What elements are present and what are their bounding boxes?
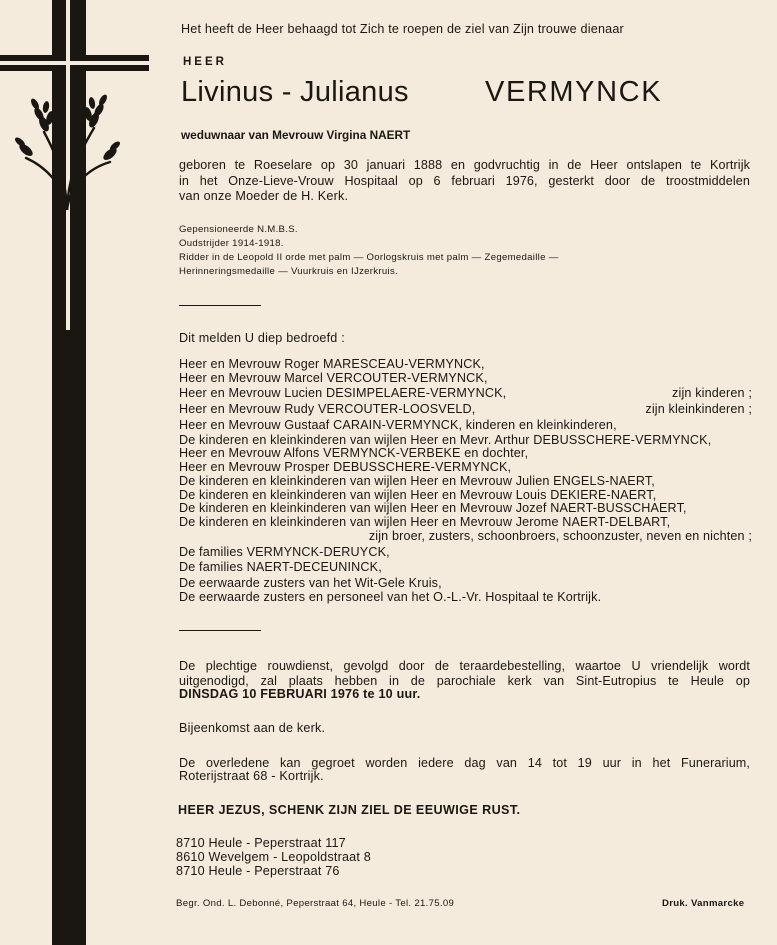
service-date: DINSDAG 10 FEBRUARI 1976 te 10 uur.	[179, 687, 421, 701]
visitation-line-2: Roterijstraat 68 - Kortrijk.	[179, 769, 324, 783]
divider	[179, 630, 261, 631]
deceased-first-names: Livinus - Julianus	[181, 76, 409, 108]
family-row: Heer en Mevrouw Marcel VERCOUTER-VERMYNCK,	[179, 371, 488, 385]
family-row: De kinderen en kleinkinderen van wijlen Heer en Mevrouw Jerome NAERT-DELBART,	[179, 515, 671, 529]
deceased-surname: VERMYNCK	[485, 76, 663, 108]
family-row: De families NAERT-DECEUNINCK,	[179, 560, 382, 574]
address-line: 8710 Heule - Peperstraat 76	[176, 864, 340, 878]
family-row: Heer en Mevrouw Rudy VERCOUTER-LOOSVELD, zijn kleinkinderen ;	[179, 402, 752, 416]
address-line: 8610 Wevelgem - Leopoldstraat 8	[176, 850, 371, 864]
bio-line-1: geboren te Roeselare op 30 januari 1888 en godvruchtig in de Heer ontslapen te Kortrijk	[179, 158, 750, 172]
family-row: De kinderen en kleinkinderen van wijlen Heer en Mevrouw Jozef NAERT-BUSSCHAERT,	[179, 501, 687, 515]
family-row: De families VERMYNCK-DERUYCK,	[179, 545, 390, 559]
honour-line: Ridder in de Leopold II orde met palm — Oorlogskruis met palm — Zegemedaille —	[179, 252, 559, 263]
intro-text: Het heeft de Heer behaagd tot Zich te roepen de ziel van Zijn trouwe dienaar	[181, 22, 624, 36]
family-row: De kinderen en kleinkinderen van wijlen Heer en Mevrouw Louis DEKIERE-NAERT,	[179, 488, 657, 502]
meeting-text: Bijeenkomst aan de kerk.	[179, 721, 326, 735]
printer-text: Druk. Vanmarcke	[662, 898, 745, 909]
honour-line: Herinneringsmedaille — Vuurkruis en IJzerkruis.	[179, 266, 399, 277]
widower-line: weduwnaar van Mevrouw Virgina NAERT	[181, 128, 411, 142]
family-row: Heer en Mevrouw Alfons VERMYNCK-VERBEKE en dochter,	[179, 446, 529, 460]
honour-line: Oudstrijder 1914-1918.	[179, 238, 284, 249]
service-line-2: uitgenodigd, zal plaats hebben in de parochiale kerk van Sint-Eutropius te Heule op	[179, 674, 750, 688]
family-row: Heer en Mevrouw Lucien DESIMPELAERE-VERMYNCK, zijn kinderen ;	[179, 386, 752, 400]
family-row: De eerwaarde zusters en personeel van het O.-L.-Vr. Hospitaal te Kortrijk.	[179, 590, 602, 604]
divider	[179, 305, 261, 306]
prayer-text: HEER JEZUS, SCHENK ZIJN ZIEL DE EEUWIGE RUST.	[178, 803, 521, 817]
family-row: Heer en Mevrouw Prosper DEBUSSCHERE-VERMYNCK,	[179, 460, 512, 474]
service-line-1: De plechtige rouwdienst, gevolgd door de teraardebestelling, waartoe U vriendelijk wordt	[179, 659, 750, 673]
visitation-line-1: De overledene kan gegroet worden iedere dag van 14 tot 19 uur in het Funerarium,	[179, 756, 750, 770]
honour-line: Gepensioneerde N.M.B.S.	[179, 224, 298, 235]
address-line: 8710 Heule - Peperstraat 117	[176, 836, 346, 850]
title-heer: HEER	[183, 56, 227, 68]
family-row: De kinderen en kleinkinderen van wijlen Heer en Mevr. Arthur DEBUSSCHERE-VERMYNCK,	[179, 433, 712, 447]
bio-line-3: van onze Moeder de H. Kerk.	[179, 189, 349, 203]
announcement-intro: Dit melden U diep bedroefd :	[179, 331, 345, 345]
undertaker-text: Begr. Ond. L. Debonné, Peperstraat 64, Heule - Tel. 21.75.09	[176, 898, 455, 909]
wheat-icon	[14, 84, 120, 210]
family-row: De eerwaarde zusters van het Wit-Gele Kruis,	[179, 576, 442, 590]
cross-inner-crossbar	[0, 61, 149, 65]
family-row: Heer en Mevrouw Roger MARESCEAU-VERMYNCK,	[179, 357, 485, 371]
bio-line-2: in het Onze-Lieve-Vrouw Hospitaal op 6 februari 1976, gesterkt door de troostmiddelen	[179, 174, 750, 188]
family-row: De kinderen en kleinkinderen van wijlen Heer en Mevrouw Julien ENGELS-NAERT,	[179, 474, 655, 488]
family-row: Heer en Mevrouw Gustaaf CARAIN-VERMYNCK, kinderen en kleinkinderen,	[179, 418, 617, 432]
